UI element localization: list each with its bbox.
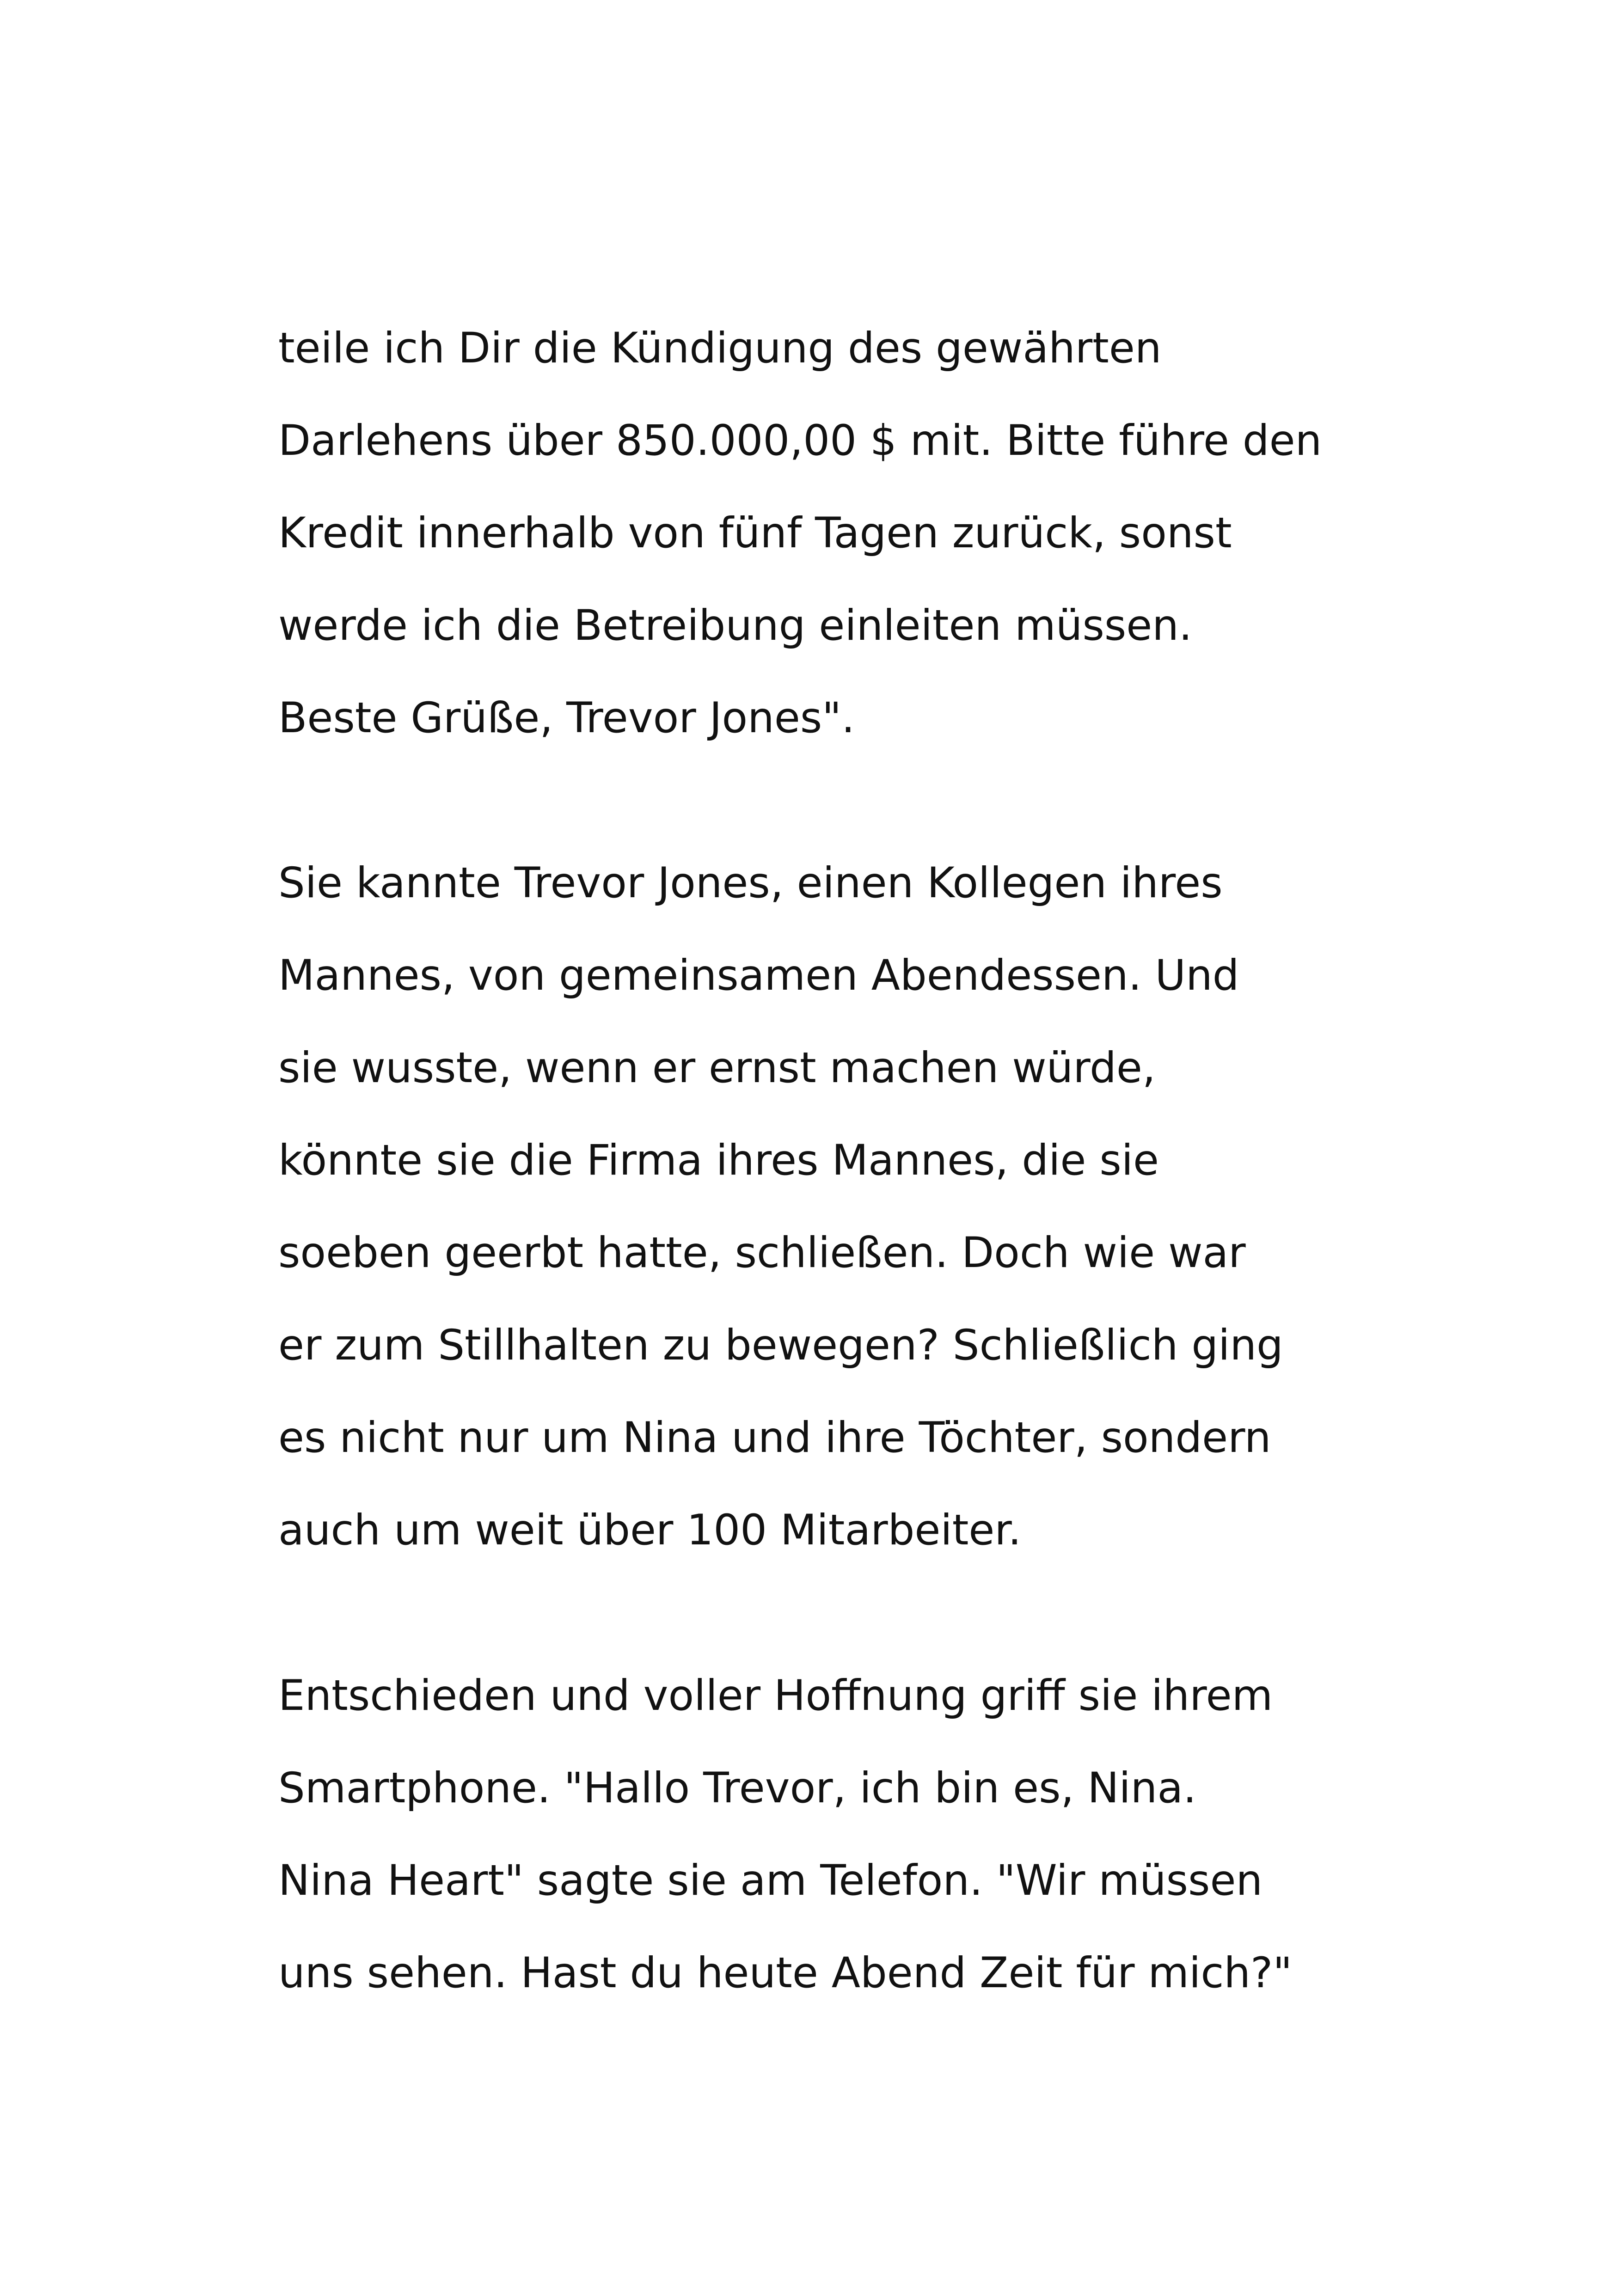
text-line: Sie kannte Trevor Jones, einen Kollegen ihres [278,859,1223,907]
text-line: Nina Heart" sagte sie am Telefon. "Wir müssen [278,1856,1263,1905]
text-line: uns sehen. Hast du heute Abend Zeit für mich?" [278,1949,1293,1997]
text-line: Beste Grüße, Trevor Jones". [278,694,855,742]
text-line: werde ich die Betreibung einleiten müssen. [278,601,1192,650]
paragraph-letter-ending [278,302,1388,765]
text-line: Smartphone. "Hallo Trevor, ich bin es, Nina. [278,1764,1197,1812]
text-line: Entschieden und voller Hoffnung griff sie ihrem [278,1671,1273,1720]
text-line: Mannes, von gemeinsamen Abendessen. Und [278,951,1239,1000]
text-line: soeben geerbt hatte, schließen. Doch wie war [278,1229,1246,1277]
text-line: könnte sie die Firma ihres Mannes, die sie [278,1136,1159,1185]
text-line: es nicht nur um Nina und ihre Töchter, sondern [278,1414,1271,1462]
text-line: Kredit innerhalb von fünf Tagen zurück, sonst [278,509,1232,557]
paragraph-trevor-jones [278,837,1388,1577]
text-line: teile ich Dir die Kündigung des gewährten [278,324,1162,373]
text-line: Darlehens über 850.000,00 $ mit. Bitte führe den [278,416,1322,465]
text-line: auch um weit über 100 Mitarbeiter. [278,1506,1022,1555]
paragraph-phone-call [278,1650,1388,2020]
text-line: er zum Stillhalten zu bewegen? Schließlich ging [278,1321,1283,1370]
text-line: sie wusste, wenn er ernst machen würde, [278,1044,1156,1092]
